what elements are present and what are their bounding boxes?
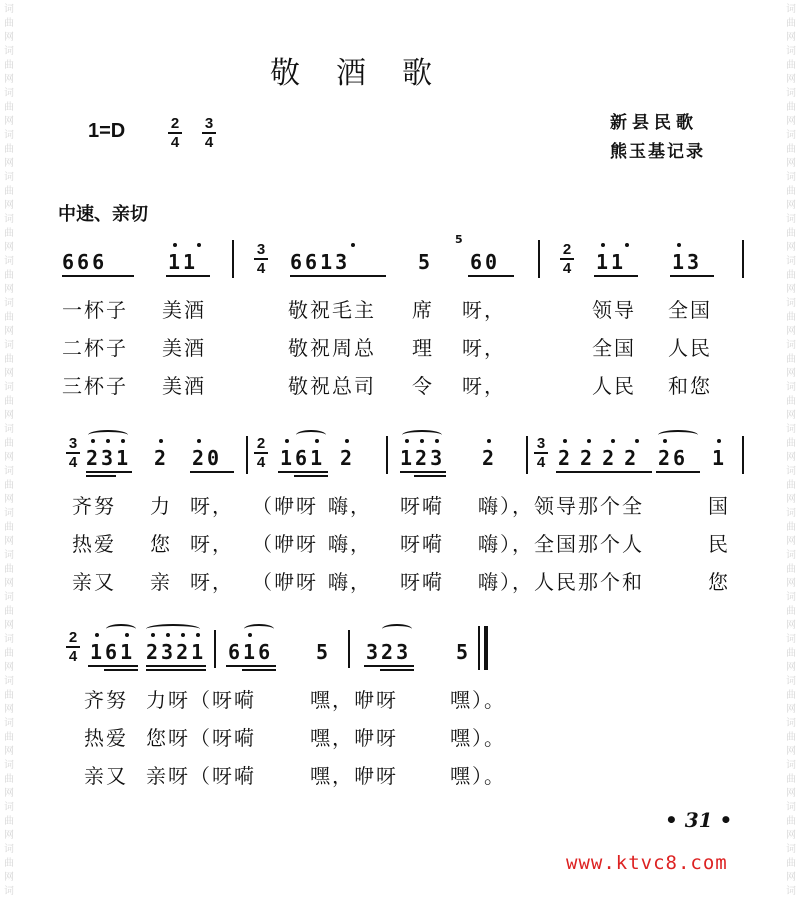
- watermark-char: 网: [4, 32, 14, 43]
- note-group: 13: [672, 250, 703, 274]
- watermark-char: 网: [786, 200, 796, 211]
- watermark-char: 词: [786, 802, 796, 813]
- watermark-char: 网: [4, 326, 14, 337]
- lyric: 呀，: [462, 336, 506, 360]
- bar-line: [232, 240, 234, 278]
- note: 5: [316, 640, 332, 664]
- song-title: 敬酒歌: [270, 56, 468, 91]
- watermark-char: 网: [786, 368, 796, 379]
- note-group: 6613: [290, 250, 351, 274]
- note-group: 60: [470, 250, 501, 274]
- watermark-char: 曲: [4, 774, 14, 785]
- watermark-char: 词: [786, 592, 796, 603]
- note-group: 20: [192, 446, 223, 470]
- bar-line: [348, 630, 350, 668]
- lyric: 嗨），全国那个人: [478, 532, 644, 556]
- lyric: 力: [150, 494, 172, 518]
- watermark-char: 曲: [4, 858, 14, 869]
- watermark-char: 词: [786, 340, 796, 351]
- watermark-char: 词: [786, 550, 796, 561]
- lyric: （咿呀: [252, 570, 318, 594]
- note-group: 11: [596, 250, 627, 274]
- lyric: 呀，: [190, 532, 234, 556]
- time-sig-numerator: 2: [170, 115, 180, 132]
- watermark-char: 曲: [786, 564, 796, 575]
- watermark-char: 网: [4, 746, 14, 757]
- website-watermark: www.ktvc8.com: [566, 852, 728, 874]
- watermark-char: 词: [4, 592, 14, 603]
- tempo-marking: 中速、亲切: [58, 204, 148, 225]
- watermark-char: 曲: [786, 396, 796, 407]
- watermark-char: 网: [786, 872, 796, 883]
- watermark-char: 网: [786, 788, 796, 799]
- watermark-char: 词: [4, 4, 14, 15]
- note-group: 2321: [146, 640, 207, 664]
- lyric: 敬祝总司: [288, 374, 376, 398]
- bar-line: [214, 630, 216, 668]
- watermark-char: 词: [4, 886, 14, 897]
- time-signature: 2 4: [560, 242, 574, 276]
- watermark-char: 曲: [4, 438, 14, 449]
- lyric: 嗨，: [328, 570, 372, 594]
- watermark-char: 曲: [4, 690, 14, 701]
- lyric: （咿呀: [252, 494, 318, 518]
- lyric: 呀，: [462, 374, 506, 398]
- watermark-char: 网: [786, 536, 796, 547]
- lyric: 亲又: [84, 764, 128, 788]
- watermark-char: 网: [786, 326, 796, 337]
- note-group: 2222: [558, 446, 647, 470]
- watermark-char: 网: [4, 74, 14, 85]
- time-sig-numerator: 3: [204, 115, 214, 132]
- watermark-char: 网: [786, 158, 796, 169]
- watermark-char: 曲: [786, 606, 796, 617]
- watermark-char: 曲: [786, 228, 796, 239]
- time-signature: 2 4: [254, 436, 268, 470]
- watermark-char: 词: [4, 634, 14, 645]
- lyric: 人民: [592, 374, 636, 398]
- lyric: 您呀（呀嗬: [146, 726, 256, 750]
- watermark-char: 词: [4, 760, 14, 771]
- lyric: 热爱: [84, 726, 128, 750]
- bar-line: [246, 436, 248, 474]
- lyric: 呀，: [190, 570, 234, 594]
- right-watermark-strip: [780, 0, 800, 904]
- watermark-char: 网: [786, 830, 796, 841]
- note-group: 666: [62, 250, 108, 274]
- watermark-char: 曲: [4, 312, 14, 323]
- lyric: 亲又: [72, 570, 116, 594]
- lyric: 力呀（呀嗬: [146, 688, 256, 712]
- watermark-char: 网: [4, 662, 14, 673]
- lyric: 亲: [150, 570, 172, 594]
- watermark-char: 曲: [786, 102, 796, 113]
- lyric: 一杯子: [62, 298, 128, 322]
- watermark-char: 词: [4, 130, 14, 141]
- lyric: 美酒: [162, 336, 206, 360]
- lyric: 呀，: [462, 298, 506, 322]
- watermark-char: 词: [786, 256, 796, 267]
- lyric: 人民: [668, 336, 712, 360]
- lyric: 您: [150, 532, 172, 556]
- note: 1: [712, 446, 728, 470]
- final-bar-line: [478, 626, 480, 670]
- lyric: 嘿，咿呀: [310, 726, 398, 750]
- watermark-char: 网: [4, 410, 14, 421]
- watermark-char: 词: [4, 256, 14, 267]
- time-signature-2-4: [168, 116, 182, 150]
- watermark-char: 曲: [4, 522, 14, 533]
- lyric: 热爱: [72, 532, 116, 556]
- watermark-char: 网: [786, 578, 796, 589]
- watermark-char: 曲: [4, 18, 14, 29]
- watermark-char: 词: [786, 466, 796, 477]
- watermark-char: 网: [786, 32, 796, 43]
- lyric: 敬祝周总: [288, 336, 376, 360]
- lyric: 嗨，: [328, 532, 372, 556]
- watermark-char: 词: [786, 634, 796, 645]
- watermark-char: 网: [4, 200, 14, 211]
- time-signature: 3 4: [534, 436, 548, 470]
- watermark-char: 曲: [4, 354, 14, 365]
- grace-note: 5: [455, 233, 463, 246]
- watermark-char: 词: [4, 382, 14, 393]
- watermark-char: 曲: [786, 732, 796, 743]
- bar-line: [526, 436, 528, 474]
- left-watermark-strip: [0, 0, 20, 904]
- lyric: 嘿）。: [450, 726, 506, 750]
- watermark-char: 曲: [4, 396, 14, 407]
- watermark-char: 曲: [4, 732, 14, 743]
- note-group: 231: [86, 446, 132, 470]
- watermark-char: 网: [4, 578, 14, 589]
- lyric: 呀嗬: [400, 494, 444, 518]
- watermark-char: 网: [786, 410, 796, 421]
- lyric: 三杯子: [62, 374, 128, 398]
- watermark-char: 词: [4, 214, 14, 225]
- watermark-char: 词: [4, 508, 14, 519]
- lyric: 令: [412, 374, 434, 398]
- lyric: 呀嗬: [400, 532, 444, 556]
- note: 5: [456, 640, 472, 664]
- watermark-char: 词: [786, 382, 796, 393]
- watermark-char: 词: [4, 340, 14, 351]
- lyric: 领导: [592, 298, 636, 322]
- watermark-char: 曲: [786, 144, 796, 155]
- note: 2: [482, 446, 498, 470]
- watermark-char: 词: [786, 676, 796, 687]
- watermark-char: 词: [786, 844, 796, 855]
- lyric: 民: [708, 532, 730, 556]
- bar-line: [386, 436, 388, 474]
- watermark-char: 词: [4, 844, 14, 855]
- watermark-char: 网: [4, 242, 14, 253]
- lyric: 嘿，咿呀: [310, 764, 398, 788]
- watermark-char: 词: [786, 760, 796, 771]
- watermark-char: 词: [4, 802, 14, 813]
- note-group: 323: [366, 640, 412, 664]
- lyric: 齐努: [72, 494, 116, 518]
- note-group: 123: [400, 446, 446, 470]
- page-number: • 31 •: [665, 808, 733, 832]
- watermark-char: 曲: [786, 186, 796, 197]
- watermark-char: 网: [4, 536, 14, 547]
- lyric: 美酒: [162, 298, 206, 322]
- note: 2: [154, 446, 170, 470]
- watermark-char: 曲: [786, 312, 796, 323]
- watermark-char: 网: [786, 746, 796, 757]
- lyric: 美酒: [162, 374, 206, 398]
- watermark-char: 词: [786, 4, 796, 15]
- note-group: 161: [90, 640, 136, 664]
- lyric: 全国: [592, 336, 636, 360]
- watermark-char: 曲: [786, 522, 796, 533]
- watermark-char: 曲: [786, 270, 796, 281]
- watermark-char: 曲: [786, 60, 796, 71]
- watermark-char: 曲: [4, 648, 14, 659]
- watermark-char: 词: [4, 676, 14, 687]
- lyric: 和您: [668, 374, 712, 398]
- time-signature-3-4: [202, 116, 216, 150]
- watermark-char: 词: [786, 718, 796, 729]
- lyric: 全国: [668, 298, 712, 322]
- watermark-char: 词: [4, 88, 14, 99]
- bar-line: [538, 240, 540, 278]
- note: 5: [418, 250, 434, 274]
- watermark-char: 网: [786, 116, 796, 127]
- watermark-char: 曲: [4, 270, 14, 281]
- watermark-char: 曲: [4, 186, 14, 197]
- lyric: 国: [708, 494, 730, 518]
- lyric: 嘿）。: [450, 688, 506, 712]
- watermark-char: 曲: [786, 18, 796, 29]
- bar-line: [742, 240, 744, 278]
- watermark-char: 词: [786, 172, 796, 183]
- watermark-char: 曲: [786, 774, 796, 785]
- time-sig-denominator: 4: [204, 134, 214, 151]
- watermark-char: 词: [4, 550, 14, 561]
- watermark-char: 曲: [4, 606, 14, 617]
- watermark-char: 词: [4, 298, 14, 309]
- watermark-char: 曲: [4, 228, 14, 239]
- watermark-char: 网: [4, 872, 14, 883]
- time-signature: 3 4: [254, 242, 268, 276]
- watermark-char: 网: [786, 242, 796, 253]
- lyric: 嗨），领导那个全: [478, 494, 644, 518]
- lyric: 亲呀（呀嗬: [146, 764, 256, 788]
- watermark-char: 网: [786, 662, 796, 673]
- watermark-char: 网: [786, 452, 796, 463]
- song-source: 新县民歌: [610, 113, 698, 133]
- watermark-char: 曲: [4, 480, 14, 491]
- lyric: 席: [412, 298, 434, 322]
- watermark-char: 词: [786, 298, 796, 309]
- watermark-char: 词: [786, 88, 796, 99]
- note-group: 11: [168, 250, 199, 274]
- watermark-char: 词: [786, 424, 796, 435]
- lyric: 二杯子: [62, 336, 128, 360]
- watermark-char: 网: [4, 704, 14, 715]
- watermark-char: 网: [786, 494, 796, 505]
- watermark-char: 曲: [4, 102, 14, 113]
- watermark-char: 词: [786, 214, 796, 225]
- watermark-char: 曲: [4, 144, 14, 155]
- lyric: 呀嗬: [400, 570, 444, 594]
- watermark-char: 网: [4, 788, 14, 799]
- final-bar-line-thick: [484, 626, 488, 670]
- watermark-char: 曲: [786, 858, 796, 869]
- watermark-char: 词: [4, 466, 14, 477]
- watermark-char: 词: [786, 886, 796, 897]
- watermark-char: 曲: [786, 816, 796, 827]
- lyric: 嘿）。: [450, 764, 506, 788]
- watermark-char: 词: [786, 130, 796, 141]
- watermark-char: 网: [786, 74, 796, 85]
- watermark-char: 词: [786, 46, 796, 57]
- watermark-char: 曲: [4, 816, 14, 827]
- watermark-char: 网: [4, 452, 14, 463]
- note-group: 26: [658, 446, 689, 470]
- time-signature: 3 4: [66, 436, 80, 470]
- watermark-char: 网: [4, 368, 14, 379]
- watermark-char: 网: [4, 494, 14, 505]
- lyric: 嗨），人民那个和: [478, 570, 644, 594]
- watermark-char: 曲: [4, 60, 14, 71]
- bar-line: [742, 436, 744, 474]
- watermark-char: 网: [786, 704, 796, 715]
- watermark-char: 网: [4, 620, 14, 631]
- watermark-char: 网: [4, 116, 14, 127]
- watermark-char: 曲: [786, 648, 796, 659]
- watermark-char: 网: [786, 620, 796, 631]
- watermark-char: 词: [4, 46, 14, 57]
- watermark-char: 词: [786, 508, 796, 519]
- lyric: 理: [412, 336, 434, 360]
- lyric: 嘿，咿呀: [310, 688, 398, 712]
- watermark-char: 曲: [4, 564, 14, 575]
- watermark-char: 词: [4, 424, 14, 435]
- lyric: （咿呀: [252, 532, 318, 556]
- lyric: 呀，: [190, 494, 234, 518]
- time-sig-denominator: 4: [170, 134, 180, 151]
- watermark-char: 网: [4, 158, 14, 169]
- song-recorder: 熊玉基记录: [610, 142, 705, 162]
- lyric: 齐努: [84, 688, 128, 712]
- watermark-char: 网: [4, 830, 14, 841]
- lyric: 嗨，: [328, 494, 372, 518]
- time-signature: 2 4: [66, 630, 80, 664]
- watermark-char: 词: [4, 718, 14, 729]
- watermark-char: 网: [786, 284, 796, 295]
- watermark-char: 曲: [786, 438, 796, 449]
- watermark-char: 曲: [786, 480, 796, 491]
- watermark-char: 词: [4, 172, 14, 183]
- lyric: 敬祝毛主: [288, 298, 376, 322]
- note: 2: [340, 446, 356, 470]
- watermark-char: 网: [4, 284, 14, 295]
- watermark-char: 曲: [786, 690, 796, 701]
- watermark-char: 曲: [786, 354, 796, 365]
- lyric: 您: [708, 570, 730, 594]
- note-group: 161: [280, 446, 326, 470]
- note-group: 616: [228, 640, 274, 664]
- key-signature: 1=D: [88, 120, 126, 142]
